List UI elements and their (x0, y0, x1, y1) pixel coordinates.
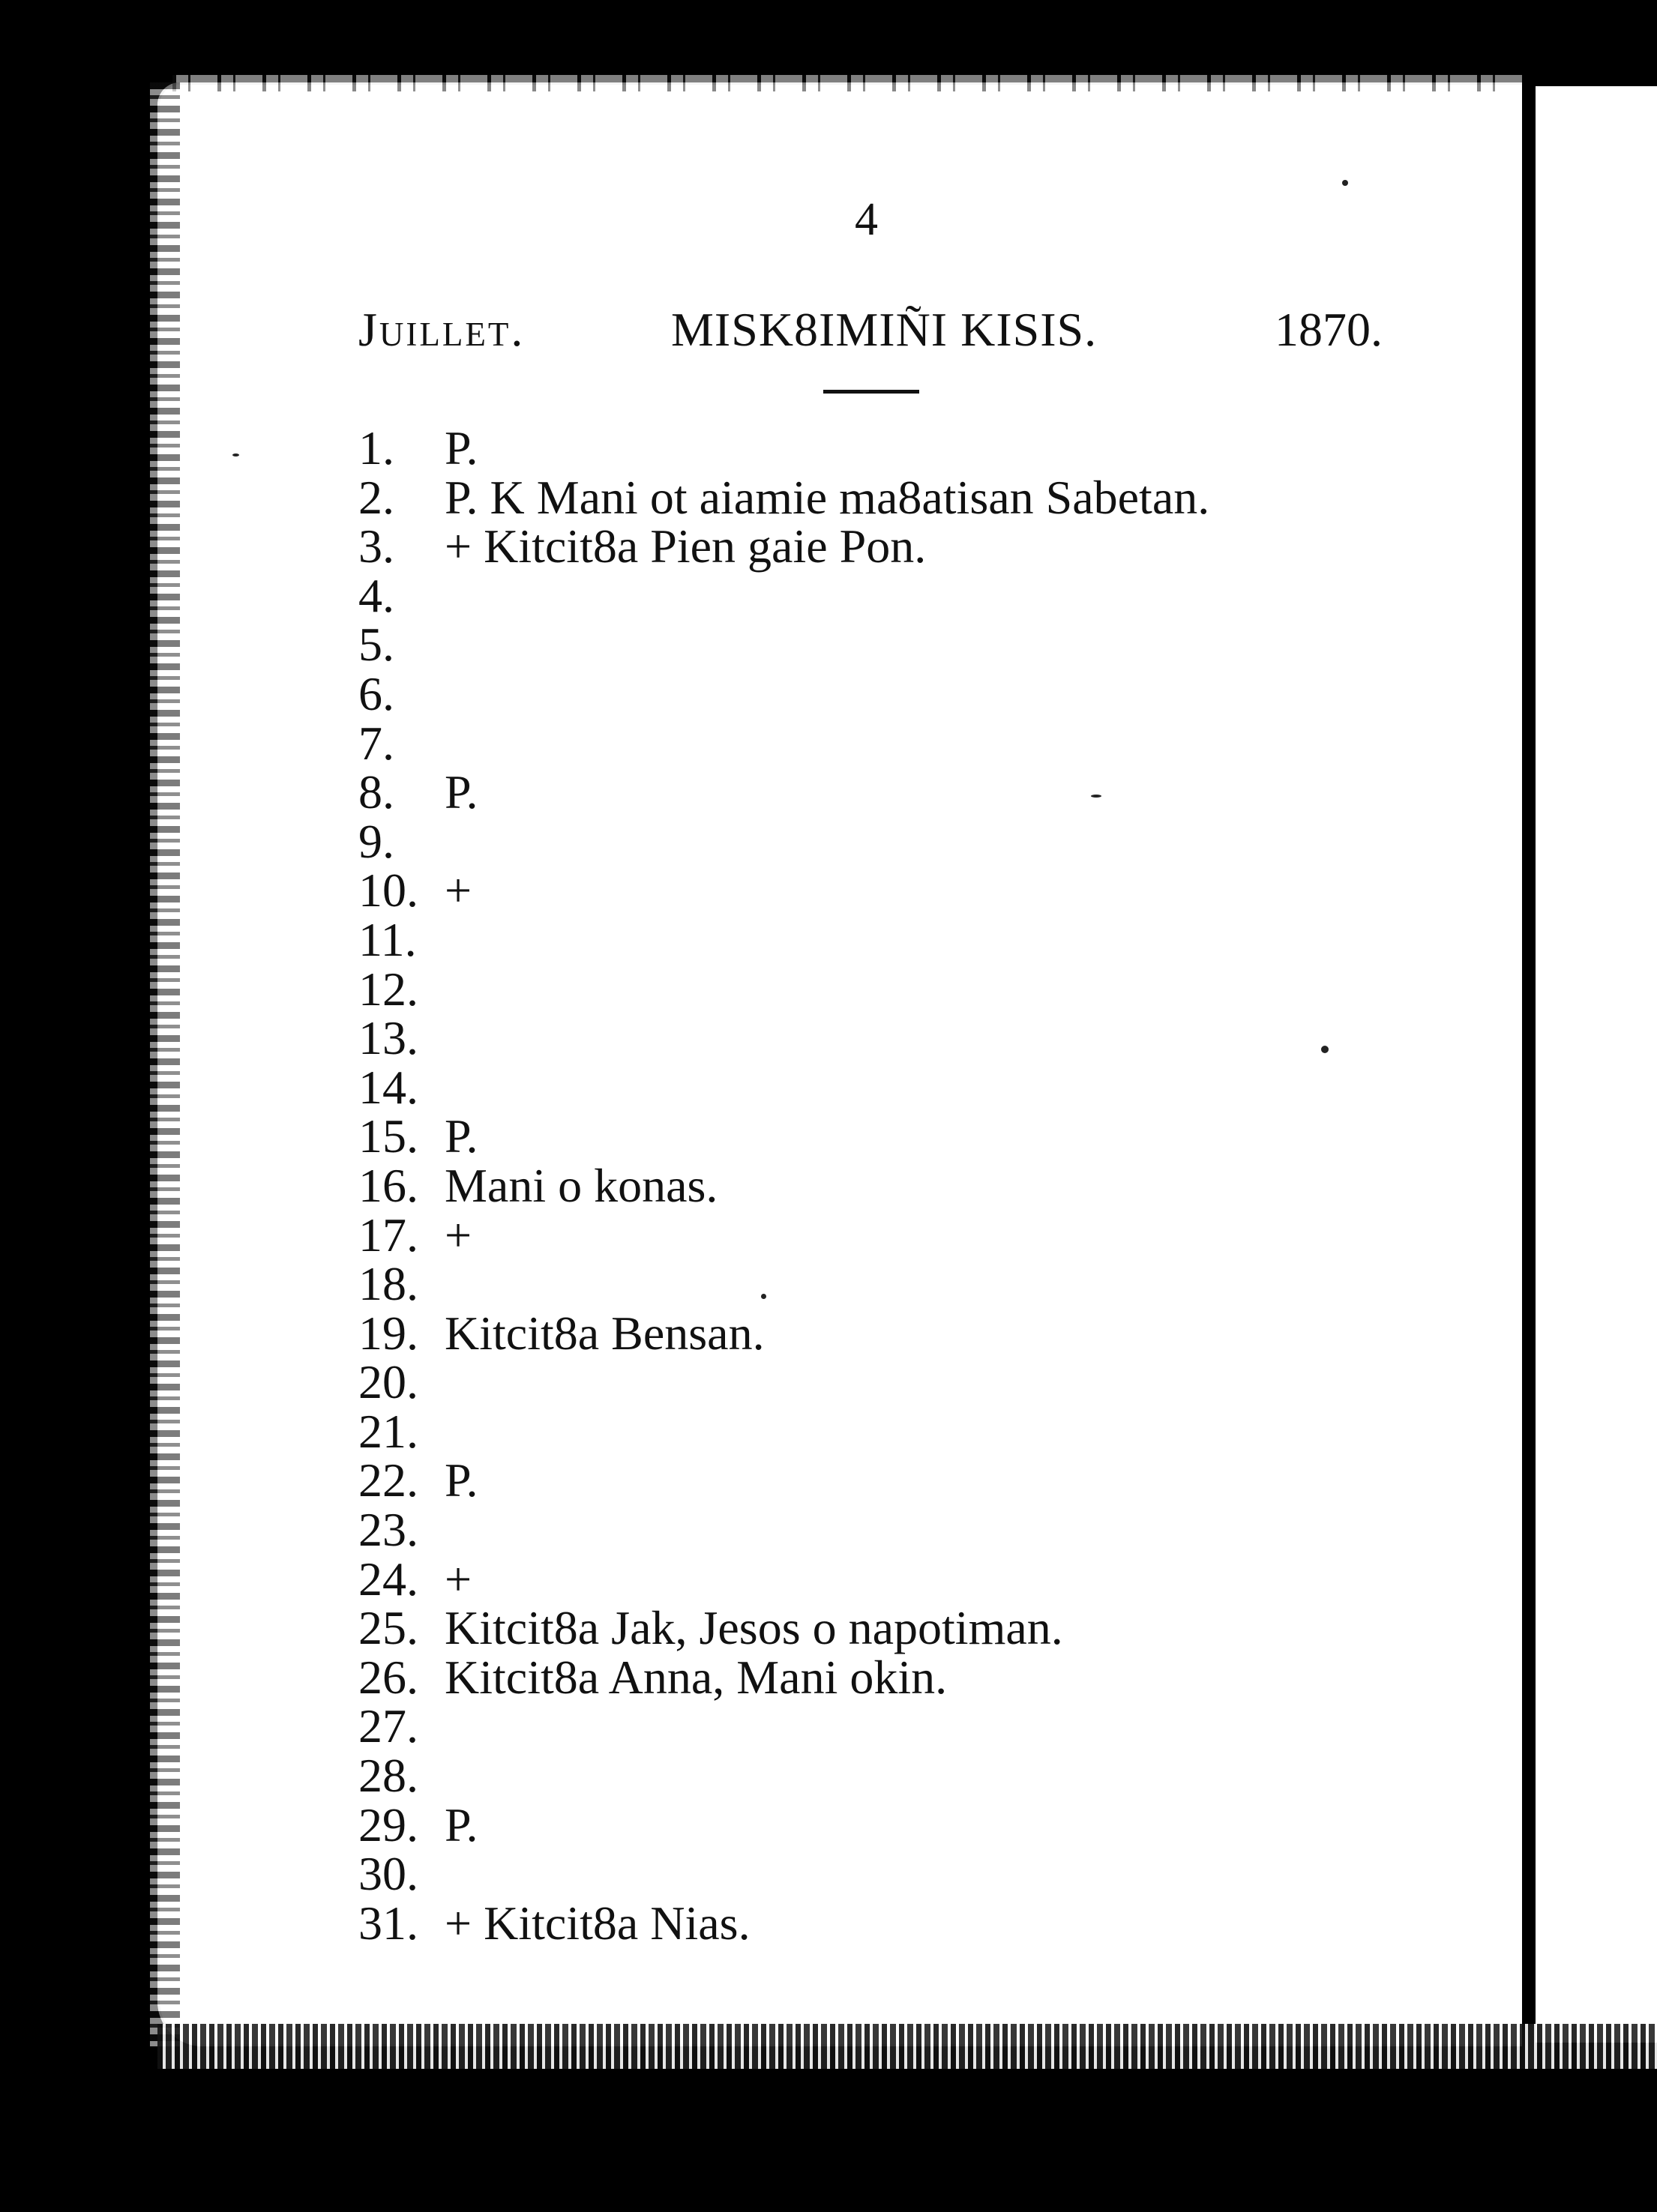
calendar-entry (358, 912, 1408, 966)
calendar-entry (358, 1109, 1408, 1163)
month-name: Juillet. (358, 303, 526, 356)
entry-day-number: 16. (358, 1158, 418, 1212)
entry-text: Kitcit8a Jak, Jesos o napotiman. (445, 1601, 1063, 1655)
calendar-entry (358, 1552, 1408, 1606)
entry-day-number: 10. (358, 864, 418, 917)
calendar-entry (358, 1453, 1408, 1507)
calendar-entry (358, 666, 1408, 720)
entry-text: P. (445, 421, 478, 474)
calendar-entries (358, 421, 1408, 1950)
entry-day-number: 26. (358, 1650, 418, 1704)
entry-day-number: 31. (358, 1896, 418, 1950)
entry-day-number: 19. (358, 1306, 418, 1360)
entry-day-number: 14. (358, 1060, 418, 1114)
entry-day-number: 13. (358, 1011, 418, 1065)
calendar-entry (358, 1749, 1408, 1803)
entry-day-number: 6. (358, 666, 394, 720)
entry-text: + Kitcit8a Pien gaie Pon. (445, 519, 927, 573)
calendar-entry (358, 1650, 1408, 1704)
month-title: MISK8IMIÑI KISIS. (671, 303, 1098, 356)
entry-day-number: 29. (358, 1797, 418, 1851)
entry-day-number: 15. (358, 1109, 418, 1163)
ink-speck (761, 1294, 766, 1299)
entry-text: Kitcit8a Bensan. (445, 1306, 765, 1360)
calendar-entry (358, 1158, 1408, 1212)
calendar-header (0, 300, 1657, 360)
entry-day-number: 9. (358, 814, 394, 868)
header-rule (823, 390, 919, 394)
entry-text: P. K Mani ot aiamie ma8atisan Sabetan. (445, 470, 1210, 524)
entry-text: + (445, 1208, 472, 1262)
entry-day-number: 18. (358, 1257, 418, 1311)
entry-day-number: 21. (358, 1404, 418, 1458)
ink-speck (232, 453, 239, 456)
calendar-entry (358, 1013, 1408, 1063)
entry-day-number: 27. (358, 1699, 418, 1753)
calendar-entry (358, 1797, 1408, 1851)
entry-text: P. (445, 1109, 478, 1163)
entry-day-number: 5. (358, 618, 394, 672)
entry-day-number: 8. (358, 765, 394, 819)
entry-day-number: 28. (358, 1749, 418, 1803)
entry-day-number: 11. (358, 912, 417, 966)
entry-text: + (445, 1552, 472, 1606)
ink-speck (1321, 1046, 1329, 1053)
entry-text: P. (445, 765, 478, 819)
ink-speck (1342, 180, 1348, 186)
calendar-entry (358, 568, 1408, 622)
calendar-entry (358, 421, 1408, 474)
calendar-entry (358, 519, 1408, 573)
entry-text: Kitcit8a Anna, Mani okin. (445, 1650, 948, 1704)
calendar-entry (358, 470, 1408, 524)
worn-bottom-edge (157, 2024, 1657, 2069)
page-number: 4 (855, 194, 878, 245)
calendar-entry (358, 1060, 1408, 1114)
calendar-entry (358, 1208, 1408, 1262)
entry-day-number: 1. (358, 421, 394, 474)
facing-page-edge (1536, 86, 1657, 2043)
entry-text: Mani o konas. (445, 1158, 718, 1212)
entry-day-number: 7. (358, 716, 394, 770)
calendar-entry (358, 1505, 1408, 1555)
year: 1870. (1275, 303, 1383, 356)
calendar-entry (358, 814, 1408, 868)
entry-day-number: 2. (358, 470, 394, 524)
entry-text: P. (445, 1453, 478, 1507)
entry-day-number: 30. (358, 1847, 418, 1901)
calendar-entry (358, 618, 1408, 672)
entry-day-number: 20. (358, 1355, 418, 1409)
entry-day-number: 12. (358, 962, 418, 1016)
entry-day-number: 22. (358, 1453, 418, 1507)
calendar-entry (358, 1699, 1408, 1753)
calendar-entry (358, 1896, 1408, 1950)
calendar-entry (358, 1603, 1408, 1653)
entry-day-number: 3. (358, 519, 394, 573)
worn-top-edge (172, 75, 1522, 91)
entry-text: + Kitcit8a Nias. (445, 1896, 751, 1950)
calendar-entry (358, 1404, 1408, 1458)
entry-day-number: 4. (358, 568, 394, 622)
entry-day-number: 25. (358, 1601, 418, 1655)
worn-left-edge (150, 82, 180, 2046)
calendar-entry (358, 962, 1408, 1016)
ink-speck (1091, 795, 1101, 798)
entry-text: P. (445, 1797, 478, 1851)
entry-day-number: 23. (358, 1503, 418, 1557)
calendar-entry (358, 765, 1408, 819)
calendar-entry (358, 1357, 1408, 1407)
page-gutter (1522, 82, 1533, 2069)
calendar-entry (358, 1849, 1408, 1899)
calendar-entry (358, 1259, 1408, 1309)
calendar-entry (358, 716, 1408, 770)
calendar-entry (358, 1306, 1408, 1360)
entry-text: + (445, 864, 472, 917)
entry-day-number: 24. (358, 1552, 418, 1606)
calendar-entry (358, 866, 1408, 915)
entry-day-number: 17. (358, 1208, 418, 1262)
